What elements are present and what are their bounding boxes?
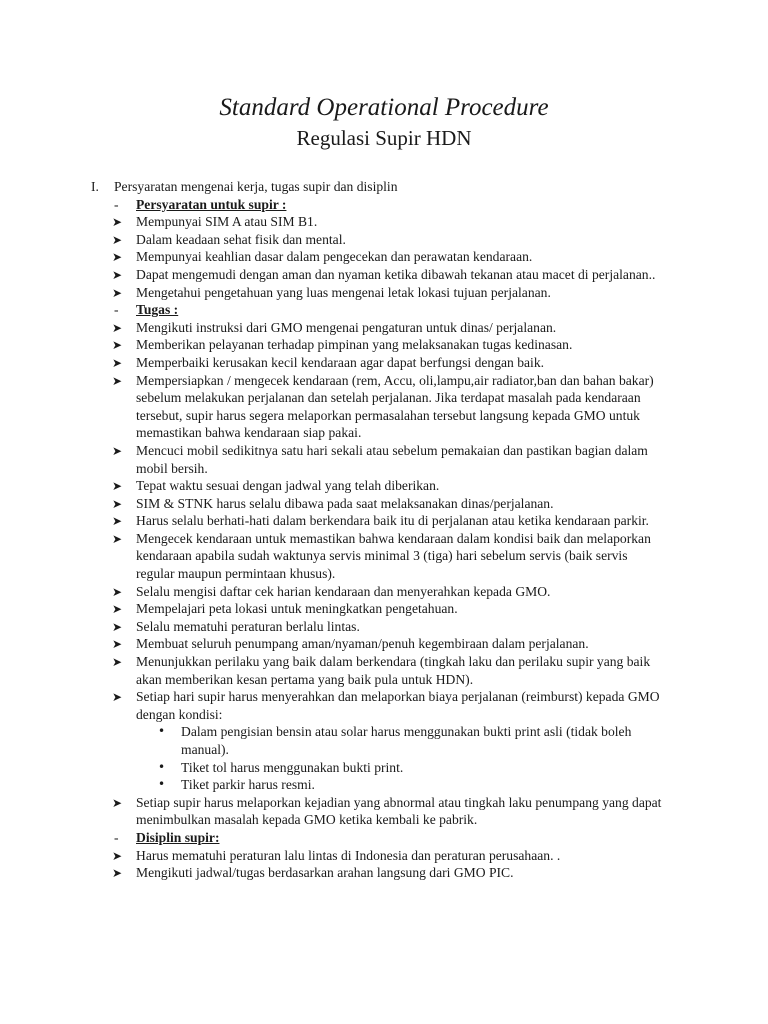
list-item-text: SIM & STNK harus selalu dibawa pada saat melaksanakan dinas/perjalanan. [136,495,554,511]
list-item [0,600,768,618]
document-title: Standard Operational Procedure [219,94,549,121]
section-number: I. [91,179,99,194]
document-body [0,178,768,882]
list-item-text: Menunjukkan perilaku yang baik dalam berkendara (tingkah laku dan perilaku supir yang baik akan memberikan kesan pertama yang baik pula untuk HDN). [136,654,651,687]
list-item-text: Dapat mengemudi dengan aman dan nyaman ketika dibawah tekanan atau macet di perjalanan.. [136,266,656,282]
list-item-text: Harus selalu berhati-hati dalam berkendara baik itu di perjalanan atau ketika kendaraan parkir. [136,513,649,529]
arrow-bullet-icon: ➤ [112,619,123,634]
dot-bullet-icon: • [158,777,166,792]
list-item-text: Membuat seluruh penumpang aman/nyaman/penuh kegembiraan dalam perjalanan. [136,636,589,652]
dash-marker: - [114,196,119,212]
arrow-bullet-icon: ➤ [112,338,123,353]
list-item [0,618,768,636]
list-item [0,372,768,442]
arrow-bullet-icon: ➤ [112,602,123,617]
list-item-text: Setiap supir harus melaporkan kejadian yang abnormal atau tingkah laku penumpang yang dapat menimbulkan masalah kepada GMO ketika kembali ke pabrik. [136,794,662,828]
arrow-bullet-icon: ➤ [112,443,123,458]
tugas-heading: Tugas : [136,302,179,318]
list-item-text: Tepat waktu sesuai dengan jadwal yang telah diberikan. [136,478,440,494]
arrow-bullet-icon: ➤ [112,690,123,705]
document-subtitle: Regulasi Supir HDN [296,126,472,150]
sub-list-item [0,723,768,758]
arrow-bullet-icon: ➤ [112,373,123,388]
disiplin-heading: Disiplin supir: [136,829,220,845]
section-heading [0,178,768,196]
dot-bullet-icon: • [158,724,166,739]
list-item [0,442,768,477]
subsection-heading-tugas [0,301,768,319]
list-item [0,213,768,231]
list-item-text: Setiap hari supir harus menyerahkan dan melaporkan biaya perjalanan (reimburst) kepada GMO dengan kondisi: [136,689,660,722]
arrow-bullet-icon: ➤ [112,496,123,511]
arrow-bullet-icon: ➤ [112,355,123,370]
dash-marker: - [114,829,119,845]
sub-list-item-text: Tiket tol harus menggunakan bukti print. [181,759,404,775]
section-heading-text: Persyaratan mengenai kerja, tugas supir dan disiplin [114,179,398,194]
list-item [0,530,768,583]
arrow-bullet-icon: ➤ [112,320,123,335]
dot-bullet-icon: • [158,759,166,774]
list-item-text: Selalu mengisi daftar cek harian kendaraan dan menyerahkan kepada GMO. [136,583,551,599]
arrow-bullet-icon: ➤ [112,215,123,230]
arrow-bullet-icon: ➤ [112,479,123,494]
arrow-bullet-icon: ➤ [112,531,123,546]
arrow-bullet-icon: ➤ [112,795,123,810]
list-item [0,266,768,284]
list-item-text: Mengecek kendaraan untuk memastikan bahwa kendaraan dalam kondisi baik dan melaporkan kendaraan apabila sudah waktunya servis minimal 3 (tiga) hari sebelum servis (baik servis regular maupun permintaan khusus). [136,530,651,582]
sub-list-item-text: Dalam pengisian bensin atau solar harus menggunakan bukti print asli (tidak boleh manual). [181,724,632,757]
list-item-text: Mempersiapkan / mengecek kendaraan (rem, Accu, oli,lampu,air radiator,ban dan bahan bakar) sebelum melakukan perjalanan dan setelah perjalanan. Jika terdapat masalah pada kendaraan tersebut, supir harus segera melaporkan permasalahan tersebut langsung kepada GMO untuk memastikan bahwa kendaraan siap pakai. [136,372,654,441]
list-item [0,794,768,829]
list-item [0,512,768,530]
list-item [0,583,768,601]
sub-list-item [0,759,768,777]
subsection-heading-persyaratan [0,196,768,214]
arrow-bullet-icon: ➤ [112,866,123,881]
list-item-text: Selalu mematuhi peraturan berlalu lintas. [136,618,360,634]
subsection-heading-disiplin [0,829,768,847]
list-item [0,477,768,495]
list-item [0,653,768,688]
list-item-text: Harus mematuhi peraturan lalu lintas di Indonesia dan peraturan perusahaan. . [136,847,561,863]
list-item-text: Memperbaiki kerusakan kecil kendaraan agar dapat berfungsi dengan baik. [136,354,545,370]
list-item [0,495,768,513]
list-item-text: Mempunyai keahlian dasar dalam pengecekan dan perawatan kendaraan. [136,249,533,265]
list-item-text: Mengikuti instruksi dari GMO mengenai pengaturan untuk dinas/ perjalanan. [136,319,557,335]
arrow-bullet-icon: ➤ [112,285,123,300]
list-item-text: Mempunyai SIM A atau SIM B1. [136,214,318,230]
list-item [0,847,768,865]
dash-marker: - [114,302,119,318]
sub-list-item [0,776,768,794]
arrow-bullet-icon: ➤ [112,848,123,863]
list-item [0,319,768,337]
arrow-bullet-icon: ➤ [112,655,123,670]
arrow-bullet-icon: ➤ [112,637,123,652]
list-item [0,336,768,354]
list-item [0,688,768,723]
persyaratan-heading: Persyaratan untuk supir : [136,196,287,212]
arrow-bullet-icon: ➤ [112,232,123,247]
sub-list-item-text: Tiket parkir harus resmi. [181,777,315,793]
arrow-bullet-icon: ➤ [112,250,123,265]
list-item [0,231,768,249]
list-item [0,354,768,372]
list-item [0,864,768,882]
list-item [0,284,768,302]
list-item-text: Dalam keadaan sehat fisik dan mental. [136,231,346,247]
list-item [0,635,768,653]
arrow-bullet-icon: ➤ [112,267,123,282]
arrow-bullet-icon: ➤ [112,514,123,529]
list-item-text: Mengetahui pengetahuan yang luas mengenai letak lokasi tujuan perjalanan. [136,284,551,300]
list-item-text: Mencuci mobil sedikitnya satu hari sekali atau sebelum pemakaian dan pastikan bagian dalam mobil bersih. [136,442,648,476]
list-item-text: Mempelajari peta lokasi untuk meningkatkan pengetahuan. [136,601,458,617]
list-item-text: Mengikuti jadwal/tugas berdasarkan arahan langsung dari GMO PIC. [136,865,514,881]
list-item [0,248,768,266]
arrow-bullet-icon: ➤ [112,584,123,599]
list-item-text: Memberikan pelayanan terhadap pimpinan yang melaksanakan tugas kedinasan. [136,337,573,353]
